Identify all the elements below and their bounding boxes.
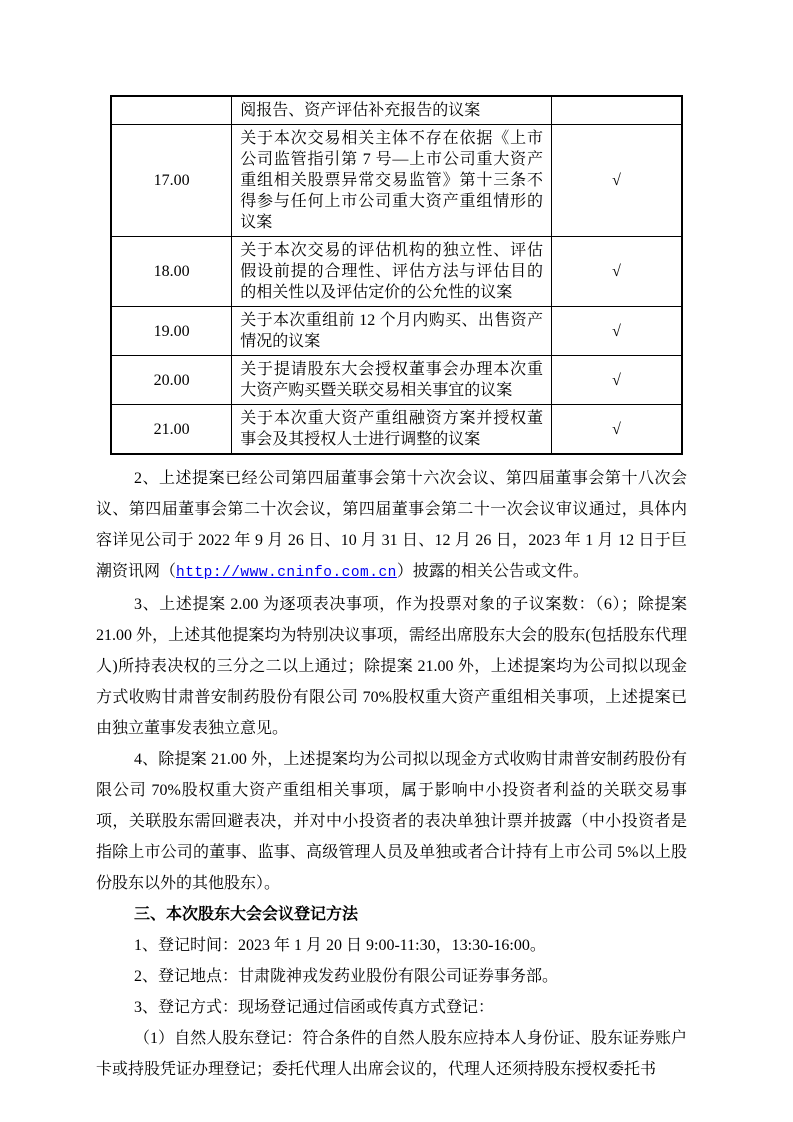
paragraph-2-text-before: 2、上述提案已经公司第四届董事会第十六次会议、第四届董事会第十八次会议、第四届董事会第二十次会议，第四届董事会第二十一次会议审议通过，具体内容详见公司于 2022 年 9 月 26 日、10 月 31 日、12 月 26 日，2023 年 1 月 12 日于巨潮资讯网（ xyxy=(96,470,687,580)
vote-checkmark-cell: √ xyxy=(551,405,682,455)
proposal-description-cell: 关于本次交易的评估机构的独立性、评估假设前提的合理性、评估方法与评估目的的相关性以及评估定价的公允性的议案 xyxy=(232,237,552,307)
proposal-number-cell: 17.00 xyxy=(111,125,232,237)
natural-person-registration-item: （1）自然人股东登记：符合条件的自然人股东应持本人身份证、股东证券账户卡或持股凭证办理登记；委托代理人出席会议的，代理人还须持股东授权委托书 xyxy=(96,1030,687,1078)
paragraph-2 xyxy=(96,463,687,589)
document-body xyxy=(96,463,687,1085)
proposal-number-cell: 21.00 xyxy=(111,405,232,455)
vote-checkmark-cell: √ xyxy=(551,237,682,307)
table-row xyxy=(111,405,682,455)
cninfo-website-link[interactable]: http://www.cninfo.com.cn xyxy=(176,565,397,581)
proposal-number-cell xyxy=(111,96,232,125)
table-row xyxy=(111,356,682,405)
paragraph-3: 3、上述提案 2.00 为逐项表决事项，作为投票对象的子议案数：（6）；除提案 21.00 外，上述其他提案均为特别决议事项，需经出席股东大会的股东(包括股东代理人)所持表决权的三分之二以上通过；除提案 21.00 外，上述提案均为公司拟以现金方式收购甘肃普安制药股份有限公司 70%股权重大资产重组相关事项，上述提案已由独立董事发表独立意见。 xyxy=(96,596,687,737)
vote-checkmark-cell: √ xyxy=(551,307,682,356)
vote-checkmark-cell: √ xyxy=(551,356,682,405)
proposal-description-cell: 阅报告、资产评估补充报告的议案 xyxy=(232,96,552,125)
table-row xyxy=(111,237,682,307)
proposal-description-cell: 关于本次重大资产重组融资方案并授权董事会及其授权人士进行调整的议案 xyxy=(232,405,552,455)
section-3-heading: 三、本次股东大会会议登记方法 xyxy=(134,906,359,923)
proposal-description-cell: 关于提请股东大会授权董事会办理本次重大资产购买暨关联交易相关事宜的议案 xyxy=(232,356,552,405)
paragraph-2-text-after: ）披露的相关公告或文件。 xyxy=(396,563,589,580)
proposal-number-cell: 19.00 xyxy=(111,307,232,356)
registration-time-item: 1、登记时间：2023 年 1 月 20 日 9:00-11:30，13:30-16:00。 xyxy=(134,937,546,954)
table-row xyxy=(111,125,682,237)
vote-checkmark-cell xyxy=(551,96,682,125)
table-row xyxy=(111,96,682,125)
table-row xyxy=(111,307,682,356)
proposal-description-cell: 关于本次交易相关主体不存在依据《上市公司监管指引第 7 号—上市公司重大资产重组相关股票异常交易监管》第十三条不得参与任何上市公司重大资产重组情形的议案 xyxy=(232,125,552,237)
document-content xyxy=(96,95,687,1085)
proposal-number-cell: 18.00 xyxy=(111,237,232,307)
registration-method-item: 3、登记方式：现场登记通过信函或传真方式登记： xyxy=(134,999,495,1016)
proposal-description-cell: 关于本次重组前 12 个月内购买、出售资产情况的议案 xyxy=(232,307,552,356)
registration-place-item: 2、登记地点：甘肃陇神戎发药业股份有限公司证券事务部。 xyxy=(134,968,559,985)
proposal-number-cell: 20.00 xyxy=(111,356,232,405)
proposals-table xyxy=(110,95,683,455)
vote-checkmark-cell: √ xyxy=(551,125,682,237)
paragraph-4: 4、除提案 21.00 外，上述提案均为公司拟以现金方式收购甘肃普安制药股份有限公司 70%股权重大资产重组相关事项，属于影响中小投资者利益的关联交易事项，关联股东需回避表决，并对中小投资者的表决单独计票并披露（中小投资者是指除上市公司的董事、监事、高级管理人员及单独或者合计持有上市公司 5%以上股份股东以外的其他股东）。 xyxy=(96,751,687,892)
